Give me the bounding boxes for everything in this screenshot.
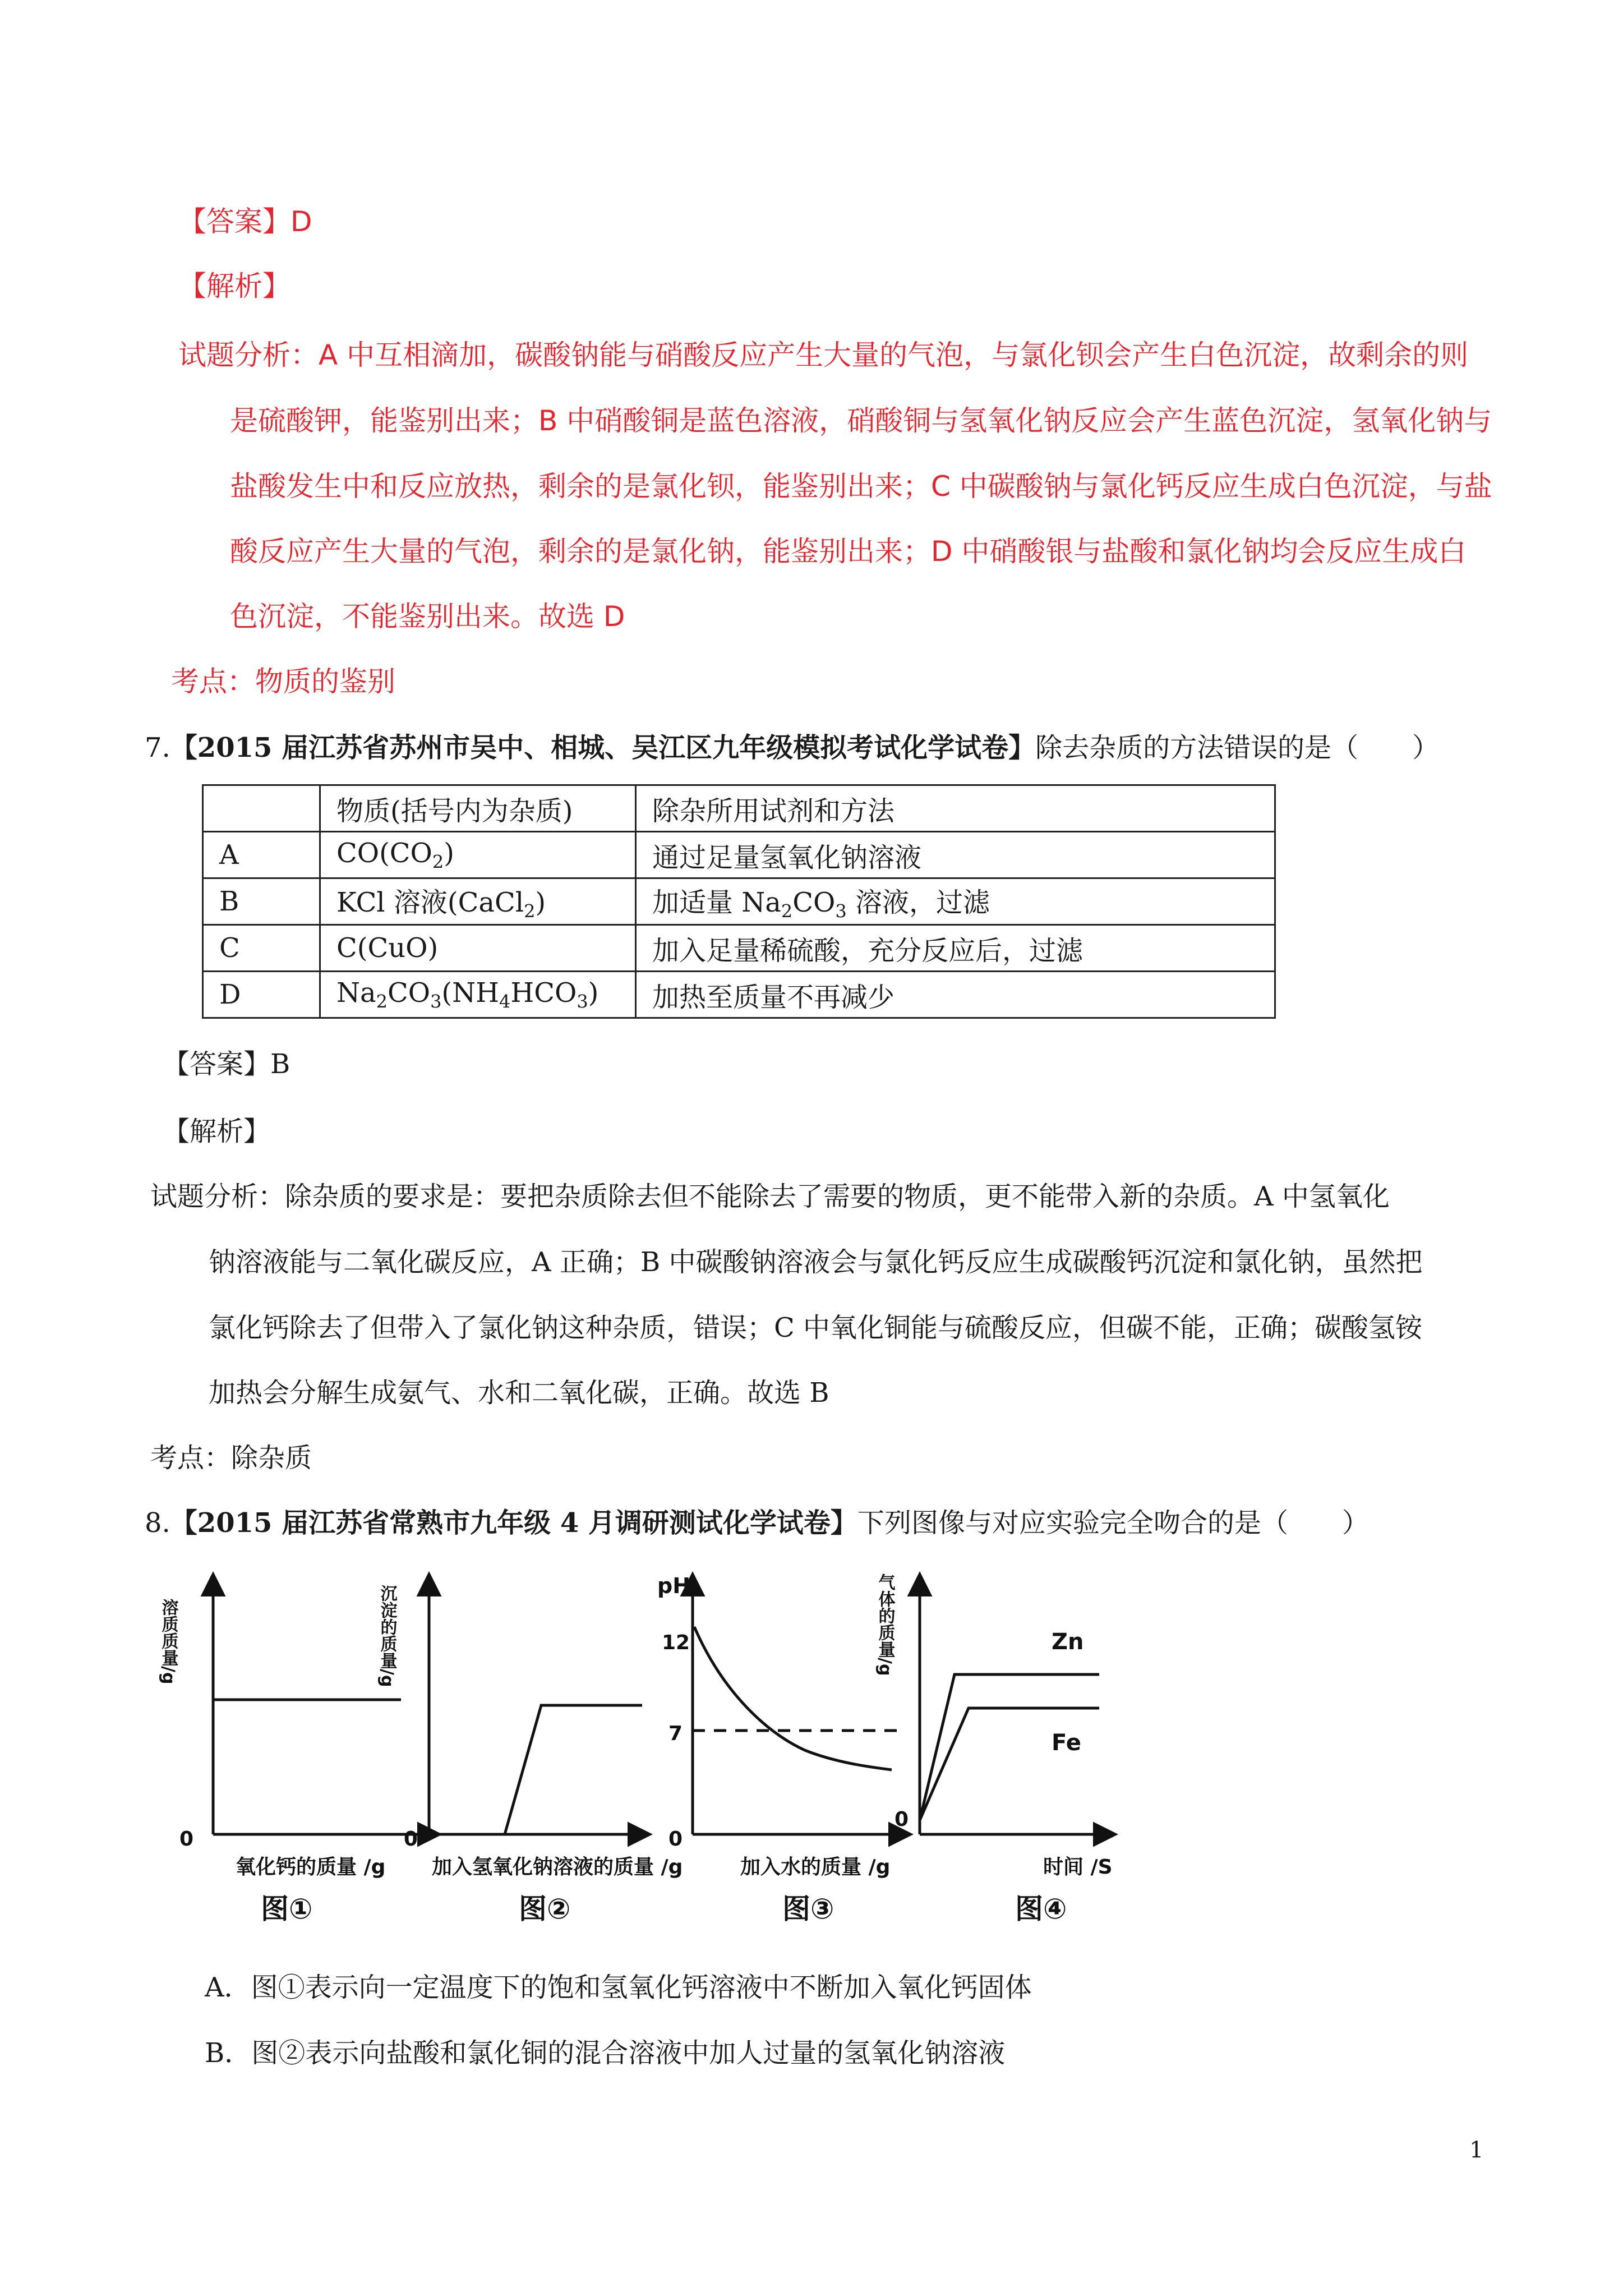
fig3-caption: 图③	[782, 1893, 834, 1925]
method-cell: 加热至质量不再减少	[636, 972, 1275, 1018]
q8-number: 8.	[145, 1507, 170, 1539]
q6-answer: 【答案】D	[178, 205, 312, 238]
figure-4	[875, 1573, 1114, 1925]
q7-source: 【2015 届江苏省苏州市吴中、相城、吴江区九年级模拟考试化学试卷】	[170, 732, 1036, 763]
q6-analysis-line-3: 盐酸发生中和反应放热，剩余的是氯化钡，能鉴别出来；C 中碳酸钠与氯化钙反应生成白色沉淀，与盐	[230, 470, 1492, 503]
table-header-cell: 物质(括号内为杂质)	[320, 785, 636, 832]
option-letter: C	[203, 925, 320, 972]
q7-analysis-heading: 【解析】	[163, 1116, 271, 1147]
fig2-x-label: 加入氢氧化钠溶液的质量 /g	[432, 1856, 683, 1879]
substance-cell: C(CuO)	[320, 925, 636, 972]
table-header-row	[203, 785, 1275, 832]
q8-option-a: A．图①表示向一定温度下的饱和氢氧化钙溶液中不断加入氧化钙固体	[205, 1972, 1032, 2003]
fig1-origin: 0	[179, 1828, 194, 1851]
q7-question: 除去杂质的方法错误的是（ ）	[1035, 732, 1440, 763]
q6-analysis-line-5: 色沉淀，不能鉴别出来。故选 D	[230, 600, 625, 633]
option-letter: B	[203, 878, 320, 925]
q6-analysis-line-1: 试题分析：A 中互相滴加，碳酸钠能与硝酸反应产生大量的气泡，与氯化钡会产生白色沉淀，故剩余的则	[178, 339, 1469, 371]
q8-stem	[145, 1509, 1369, 1537]
q8-question: 下列图像与对应实验完全吻合的是（ ）	[857, 1507, 1369, 1539]
option-letter: A	[203, 832, 320, 878]
fig1-caption: 图①	[261, 1893, 313, 1925]
q8-figures	[146, 1565, 1525, 1935]
figure-3	[657, 1573, 909, 1925]
q6-analysis-heading: 【解析】	[178, 270, 291, 302]
method-cell: 通过足量氢氧化钠溶液	[636, 832, 1275, 878]
q7-analysis-line-4: 加热会分解生成氨气、水和二氧化碳，正确。故选 B	[209, 1377, 829, 1409]
substance-cell: $Na_2CO_3(NH_4HCO_3)$	[320, 972, 636, 1018]
fig2-precipitate-line	[505, 1705, 642, 1834]
table-row	[203, 925, 1275, 972]
fig4-zn-label: Zn	[1052, 1629, 1084, 1655]
method-cell: 加入足量稀硫酸，充分反应后，过滤	[636, 925, 1275, 972]
substance-cell: KCl 溶液(CaCl$_2$)	[320, 878, 636, 925]
fig2-caption: 图②	[519, 1893, 571, 1925]
q6-analysis-line-4: 酸反应产生大量的气泡，剩余的是氯化钠，能鉴别出来；D 中硝酸银与盐酸和氯化钠均会反应生成白	[230, 535, 1467, 568]
fig4-y-label: 气体的质量/g	[875, 1573, 895, 1676]
table-row	[203, 832, 1275, 878]
q7-exam-point: 考点：除杂质	[150, 1442, 312, 1474]
page-number: 1	[1469, 2137, 1484, 2163]
q6-exam-point: 考点：物质的鉴别	[171, 665, 395, 698]
fig3-ph-curve	[694, 1627, 892, 1770]
fig3-tick-7: 7	[668, 1722, 683, 1745]
q7-analysis-line-1: 试题分析：除杂质的要求是：要把杂质除去但不能除去了需要的物质，更不能带入新的杂质。A 中氢氧化	[150, 1181, 1390, 1212]
table-header-cell: 除杂所用试剂和方法	[636, 785, 1275, 832]
fig2-origin: 0	[404, 1828, 418, 1851]
q8-option-b: B．图②表示向盐酸和氯化铜的混合溶液中加人过量的氢氧化钠溶液	[205, 2037, 1006, 2069]
q7-answer: 【答案】B	[163, 1048, 291, 1080]
q6-analysis-line-2: 是硫酸钾，能鉴别出来；B 中硝酸铜是蓝色溶液，硝酸铜与氢氧化钠反应会产生蓝色沉淀，氢氧化钠与	[230, 404, 1492, 437]
fig4-caption: 图④	[1015, 1893, 1067, 1925]
fig4-origin: 0	[895, 1808, 909, 1831]
table-header-cell	[203, 785, 320, 832]
method-cell: 加适量 $Na_2CO_3$ 溶液，过滤	[636, 878, 1275, 925]
fig2-y-label: 沉淀的质量/g	[377, 1585, 397, 1687]
fig4-x-label: 时间 /S	[1043, 1856, 1113, 1879]
fig3-tick-12: 12	[662, 1631, 690, 1654]
q8-source: 【2015 届江苏省常熟市九年级 4 月调研测试化学试卷】	[170, 1507, 857, 1539]
option-letter: D	[203, 972, 320, 1018]
q7-stem	[145, 734, 1439, 762]
fig3-y-label: pH	[657, 1573, 691, 1598]
fig3-origin: 0	[668, 1828, 683, 1851]
fig1-y-label: 溶质质量/g	[158, 1599, 178, 1685]
table-row	[203, 972, 1275, 1018]
fig1-x-label: 氧化钙的质量 /g	[236, 1856, 386, 1879]
substance-cell: $CO(CO_2)$	[320, 832, 636, 878]
q7-number: 7.	[145, 732, 170, 763]
fig4-fe-line	[920, 1708, 1099, 1820]
q7-analysis-line-3: 氯化钙除去了但带入了氯化钠这种杂质，错误；C 中氧化铜能与硫酸反应，但碳不能，正确；碳酸氢铵	[209, 1312, 1422, 1343]
q7-analysis-line-2: 钠溶液能与二氧化碳反应，A 正确；B 中碳酸钠溶液会与氯化钙反应生成碳酸钙沉淀和氯化钠，虽然把	[209, 1246, 1423, 1278]
figure-2	[377, 1576, 683, 1925]
fig3-x-label: 加入水的质量 /g	[740, 1856, 891, 1879]
fig4-fe-label: Fe	[1052, 1730, 1081, 1756]
q7-options-table	[202, 784, 1276, 1019]
table-row	[203, 878, 1275, 925]
